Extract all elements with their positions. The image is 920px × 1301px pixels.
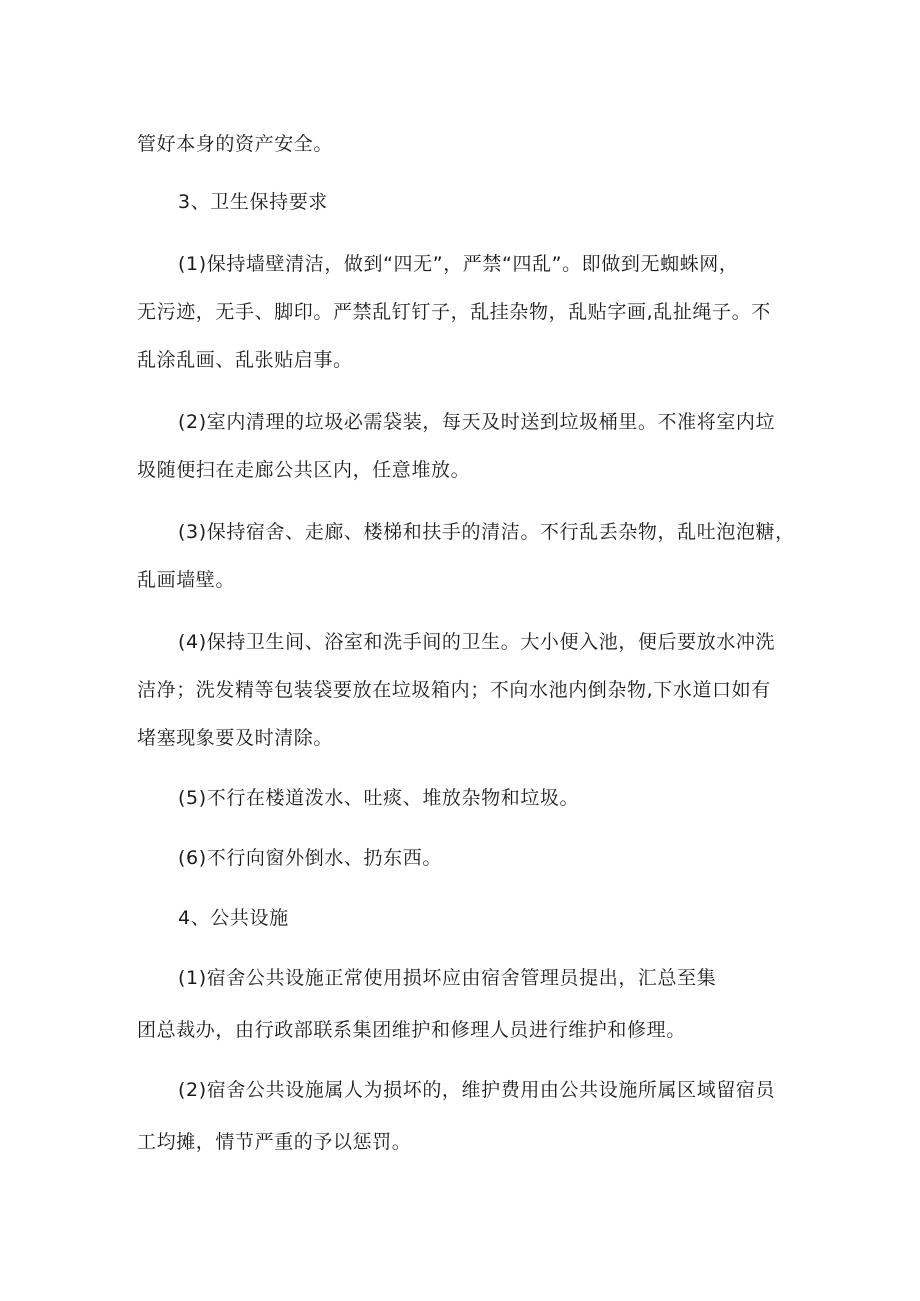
text-line: 乱画墙壁。 — [137, 569, 236, 591]
section-heading: 3、卫生保持要求 — [178, 191, 328, 213]
text-line: (4)保持卫生间、浴室和洗手间的卫生。大小便入池，便后要放水冲洗 — [178, 631, 776, 653]
text-line: 圾随便扫在走廊公共区内，任意堆放。 — [137, 459, 471, 481]
section-heading: 4、公共设施 — [178, 907, 289, 929]
text-line: 堵塞现象要及时清除。 — [137, 727, 334, 749]
text-line: 洁净；洗发精等包装袋要放在垃圾箱内；不向水池内倒杂物,下水道口如有 — [137, 679, 771, 701]
text-line: (2)室内清理的垃圾必需袋装，每天及时送到垃圾桶里。不准将室内垃 — [178, 411, 776, 433]
text-line: 团总裁办，由行政部联系集团维护和修理人员进行维护和修理。 — [137, 1019, 686, 1041]
text-line: (1)保持墙壁清洁，做到“四无”，严禁“四乱”。即做到无蜘蛛网， — [178, 253, 739, 275]
text-line: 乱涂乱画、乱张贴启事。 — [137, 349, 353, 371]
text-line: (3)保持宿舍、走廊、楼梯和扶手的清洁。不行乱丢杂物，乱吐泡泡糖， — [178, 521, 795, 543]
text-line: (2)宿舍公共设施属人为损坏的，维护费用由公共设施所属区域留宿员 — [178, 1079, 776, 1101]
text-line: (6)不行向窗外倒水、扔东西。 — [178, 847, 442, 869]
text-line: 无污迹，无手、脚印。严禁乱钉钉子，乱挂杂物，乱贴字画,乱扯绳子。不 — [137, 301, 771, 323]
text-line: (1)宿舍公共设施正常使用损坏应由宿舍管理员提出，汇总至集 — [178, 967, 717, 989]
text-line: (5)不行在楼道泼水、吐痰、堆放杂物和垃圾。 — [178, 787, 580, 809]
text-line: 工均摊，情节严重的予以惩罚。 — [137, 1131, 412, 1153]
text-line: 管好本身的资产安全。 — [137, 133, 334, 155]
